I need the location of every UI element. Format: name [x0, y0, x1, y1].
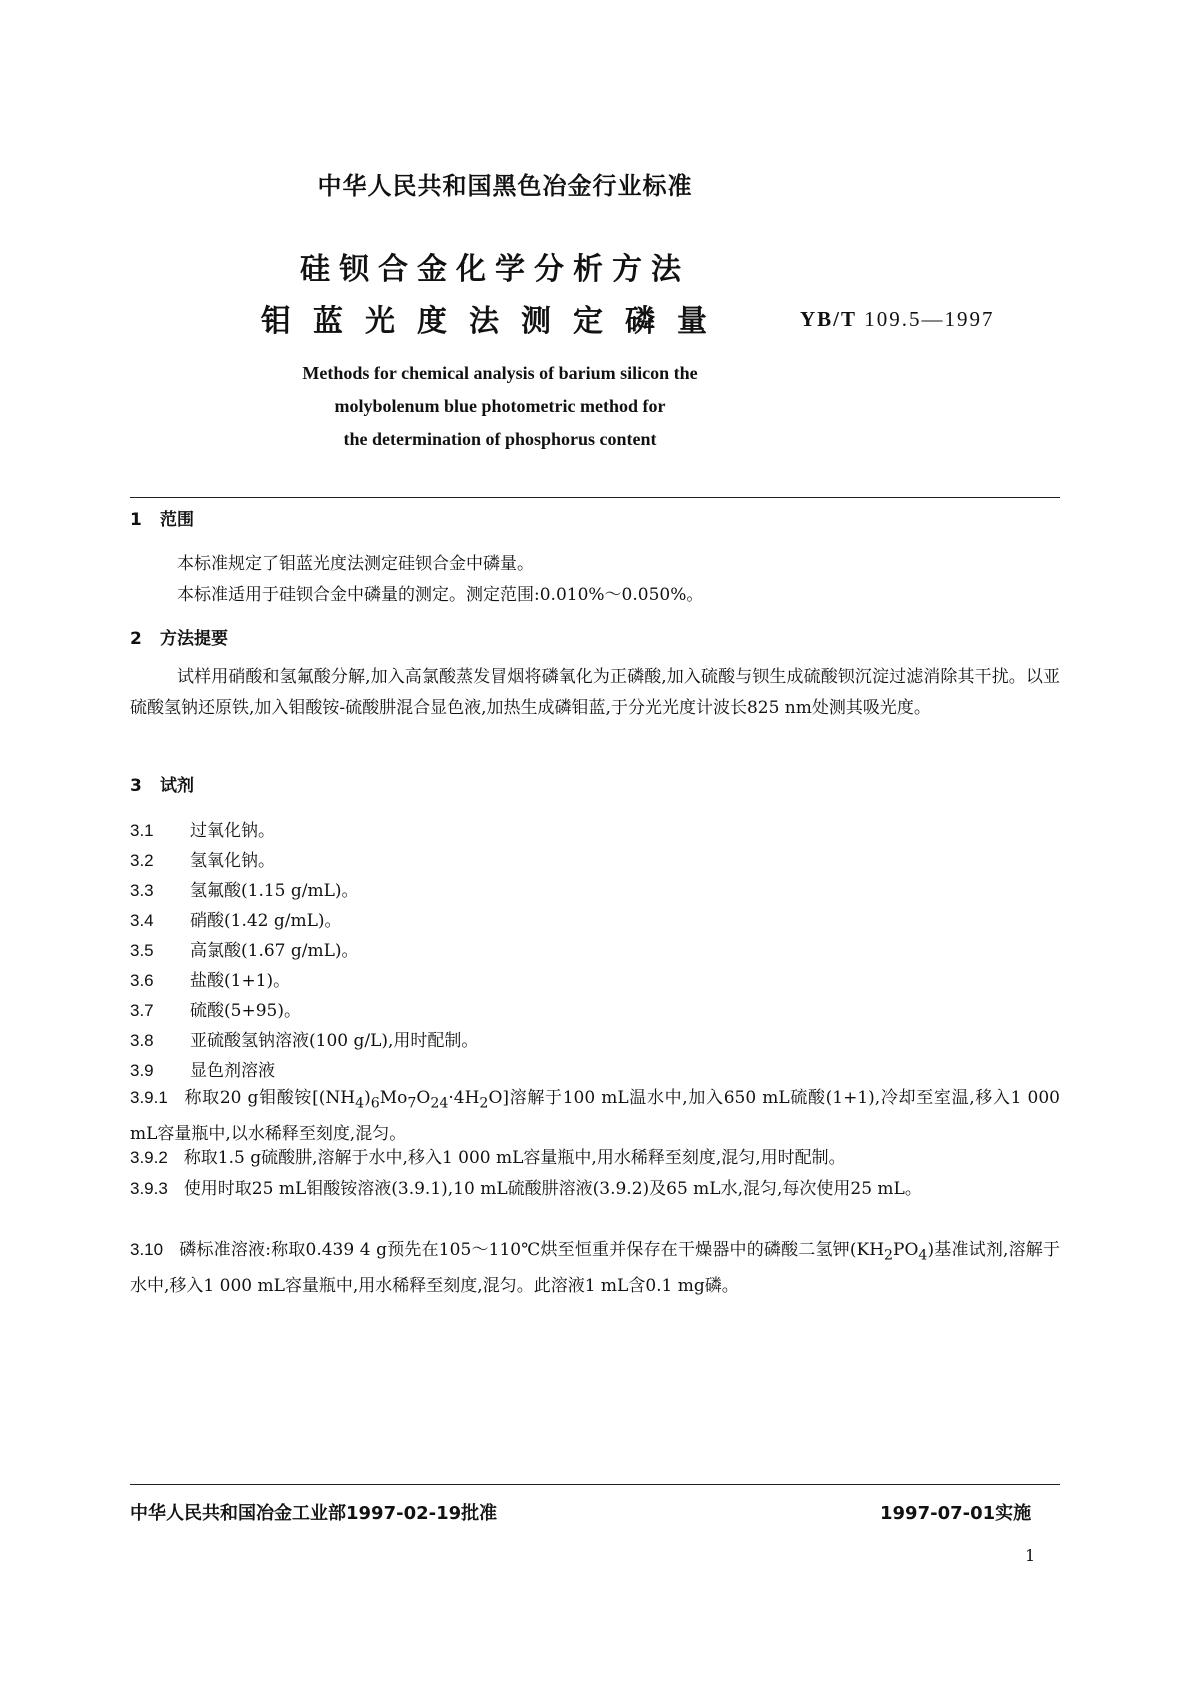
section-1-paragraph-2: 本标准适用于硅钡合金中磷量的测定。测定范围:0.010%～0.050%。 [177, 585, 704, 605]
section-2-title: 方法提要 [160, 629, 228, 649]
reagent-number: 3.6 [130, 971, 154, 990]
reagent-number: 3.4 [130, 911, 154, 930]
reagent-3-10-text: PO [893, 1240, 919, 1260]
reagent-item [130, 816, 275, 841]
standard-code-number: 109.5—1997 [864, 307, 995, 331]
reagent-3-9-3 [130, 1173, 1060, 1205]
reagent-number: 3.5 [130, 941, 154, 960]
reagent-item [130, 846, 275, 871]
reagent-3-9-1-text: ) [364, 1088, 371, 1108]
section-2-paragraph: 试样用硝酸和氢氟酸分解,加入高氯酸蒸发冒烟将磷氧化为正磷酸,加入硫酸与钡生成硫酸钡沉淀过滤消除其干扰。以亚硫酸氢钠还原铁,加入钼酸铵-硫酸肼混合显色液,加热生成磷钼蓝,于分光光度计波长825 nm处测其吸光度。 [130, 667, 1060, 718]
reagent-text: 盐酸(1+1)。 [190, 971, 291, 991]
section-3-title: 试剂 [160, 776, 194, 796]
reagent-number: 3.1 [130, 821, 154, 840]
reagent-number: 3.9 [130, 1061, 154, 1080]
section-1-number: 1 [130, 510, 142, 530]
reagent-text: 硝酸(1.42 g/mL)。 [190, 911, 342, 931]
reagent-3-9-3-number: 3.9.3 [130, 1179, 168, 1198]
reagent-item [130, 1026, 478, 1051]
reagent-number: 3.2 [130, 851, 154, 870]
reagent-item [130, 936, 359, 961]
reagent-3-9-1-number: 3.9.1 [130, 1088, 168, 1107]
english-title [0, 357, 1000, 456]
subscript: 7 [407, 1095, 417, 1112]
reagent-3-10 [130, 1234, 1060, 1302]
section-3-heading [130, 771, 194, 796]
subscript: 2 [479, 1095, 489, 1112]
document-title-line-2: 钼蓝光度法测定磷量 [261, 304, 729, 339]
reagent-item [130, 906, 342, 931]
reagent-item [130, 996, 301, 1021]
document-title-line-1: 硅钡合金化学分析方法 [300, 252, 690, 287]
english-title-line-1: Methods for chemical analysis of barium silicon the [302, 363, 698, 383]
reagent-item [130, 876, 359, 901]
reagent-3-10-text: 磷标准溶液:称取0.439 4 g预先在105～110℃烘至恒重并保存在干燥器中的磷酸二氢钾(KH [179, 1240, 885, 1260]
reagent-3-10-number: 3.10 [130, 1240, 164, 1259]
subscript: 2 [884, 1247, 894, 1264]
footer-divider [130, 1484, 1060, 1485]
subscript: 4 [355, 1095, 365, 1112]
reagent-text: 过氧化钠。 [190, 821, 275, 841]
section-1-heading [130, 505, 194, 530]
subscript: 6 [370, 1095, 380, 1112]
reagent-3-9-3-text: 使用时取25 mL钼酸铵溶液(3.9.1),10 mL硫酸肼溶液(3.9.2)及65 mL水,混匀,每次使用25 mL。 [183, 1179, 922, 1199]
section-1-paragraph-1: 本标准规定了钼蓝光度法测定硅钡合金中磷量。 [177, 554, 534, 574]
reagent-text: 硫酸(5+95)。 [190, 1001, 301, 1021]
standard-organization: 中华人民共和国黑色冶金行业标准 [317, 172, 693, 200]
approval-line: 中华人民共和国冶金工业部1997-02-19批准 [130, 1503, 498, 1524]
reagent-3-9-2 [130, 1142, 1060, 1174]
standard-code-prefix: YB/T [800, 307, 858, 331]
reagent-text: 氢氟酸(1.15 g/mL)。 [190, 881, 359, 901]
section-1-title: 范围 [160, 510, 194, 530]
reagent-text: 显色剂溶液 [190, 1061, 275, 1081]
subscript: 4 [918, 1247, 928, 1264]
reagent-3-9-1-text: ·4H [448, 1088, 480, 1108]
reagent-number: 3.7 [130, 1001, 154, 1020]
reagent-text: 亚硫酸氢钠溶液(100 g/L),用时配制。 [190, 1031, 479, 1051]
reagent-text: 氢氧化钠。 [190, 851, 275, 871]
section-3-number: 3 [130, 776, 142, 796]
section-2-number: 2 [130, 629, 142, 649]
reagent-3-9-1-text: O [416, 1088, 431, 1108]
reagent-item [130, 966, 290, 991]
reagent-3-9-1-text: Mo [379, 1088, 408, 1108]
implementation-date: 1997-07-01实施 [880, 1503, 1032, 1524]
header-divider [130, 497, 1060, 498]
reagent-3-9-1 [130, 1082, 1060, 1150]
reagent-3-9-2-number: 3.9.2 [130, 1148, 168, 1167]
reagent-3-9-2-text: 称取1.5 g硫酸肼,溶解于水中,移入1 000 mL容量瓶中,用水稀释至刻度,混匀,用时配制。 [183, 1148, 846, 1168]
reagent-3-9-1-text: 称取20 g钼酸铵[(NH [183, 1088, 356, 1108]
reagent-text: 高氯酸(1.67 g/mL)。 [190, 941, 359, 961]
reagent-number: 3.3 [130, 881, 154, 900]
english-title-line-2: molybolenum blue photometric method for [334, 396, 666, 416]
reagent-3-10-text: )基准试剂,溶解于水中,移入1 000 mL容量瓶中,用水稀释至刻度,混匀。此溶液1 mL含0.1 mg磷。 [130, 1240, 1060, 1297]
page-number: 1 [1025, 1546, 1036, 1565]
reagent-item [130, 1056, 275, 1081]
section-2-heading [130, 624, 228, 649]
standard-code [800, 307, 995, 332]
subscript: 24 [430, 1095, 449, 1112]
reagent-number: 3.8 [130, 1031, 154, 1050]
english-title-line-3: the determination of phosphorus content [343, 429, 657, 449]
reagent-3-9-1-text: O]溶解于100 mL温水中,加入650 mL硫酸(1+1),冷却至室温,移入1 000 mL容量瓶中,以水稀释至刻度,混匀。 [130, 1088, 1060, 1145]
